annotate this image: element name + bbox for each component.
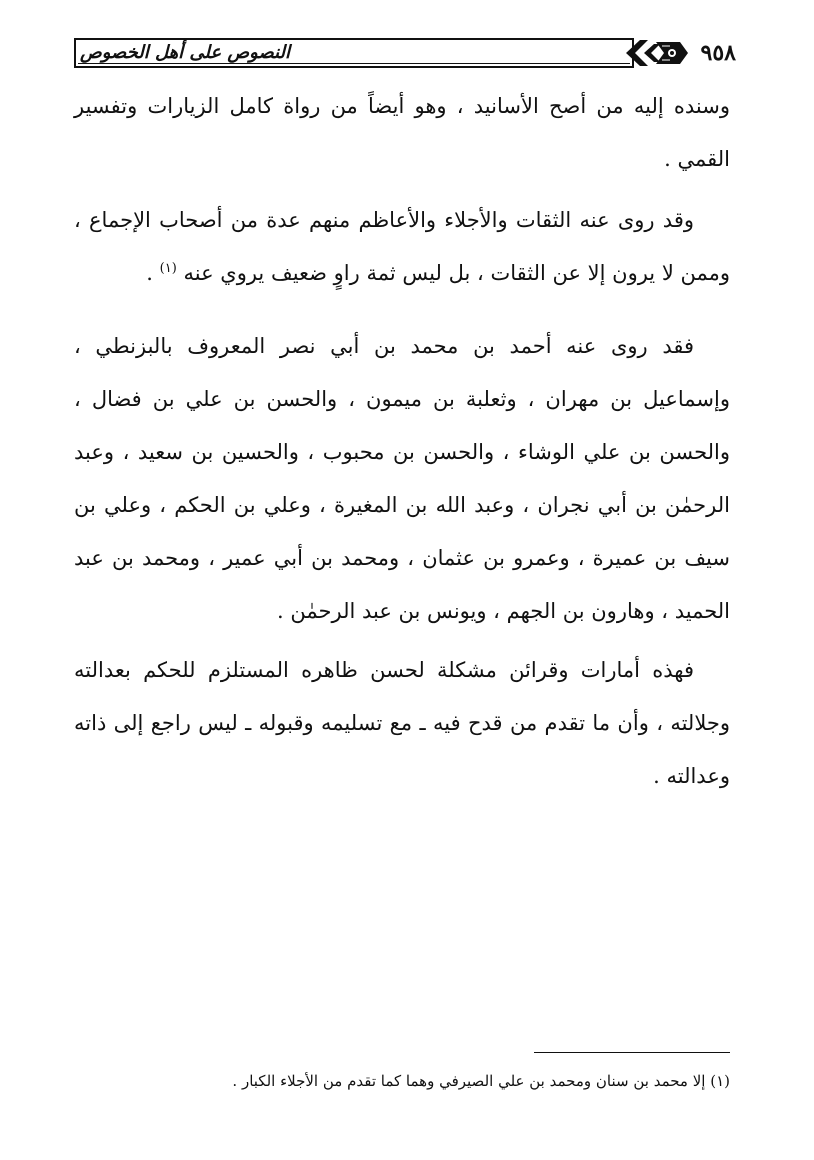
paragraph-2-text: وقد روى عنه الثقات والأجلاء والأعاظم منهم عدة من أصحاب الإجماع ، وممن لا يرون إلا عن الثقات ، بل ليس ثمة راوٍ ضعيف يروي عنه: [74, 208, 730, 285]
page-number: ٩٥٨: [700, 40, 736, 66]
running-title: النصوص على أهل الخصوص: [80, 42, 290, 63]
footnote-1: (١) إلا محمد بن سنان ومحمد بن علي الصيرفي وهما كما تقدم من الأجلاء الكبار .: [232, 1072, 730, 1090]
paragraph-2: [74, 194, 730, 300]
paragraph-4: فهذه أمارات وقرائن مشكلة لحسن ظاهره المستلزم للحكم بعدالته وجلالته ، وأن ما تقدم من قدح فيه ـ مع تسليمه وقبوله ـ ليس راجع إلى ذاته وعدالته .: [74, 658, 730, 788]
main-text: [74, 80, 730, 803]
footnote-separator: [534, 1052, 730, 1053]
paragraph-1: وسنده إليه من أصح الأسانيد ، وهو أيضاً من رواة كامل الزيارات وتفسير القمي .: [74, 94, 730, 171]
paragraph-2-end: .: [146, 261, 160, 285]
paragraph-3: فقد روى عنه أحمد بن محمد بن أبي نصر المعروف بالبزنطي ، وإسماعيل بن مهران ، وثعلبة بن ميمون ، والحسن بن علي بن فضال ، والحسن بن علي الوشاء ، والحسن بن محبوب ، والحسين بن سعيد ، وعبد الرحمٰن بن أبي نجران ، وعبد الله بن المغيرة ، وعلي بن الحكم ، وعلي بن سيف بن عميرة ، وعمرو بن عثمان ، ومحمد بن أبي عمير ، ومحمد بن عبد الحميد ، وهارون بن الجهم ، ويونس بن عبد الرحمٰن .: [74, 334, 730, 623]
footnote-reference[interactable]: (١): [159, 261, 177, 276]
page-header: [74, 34, 734, 74]
